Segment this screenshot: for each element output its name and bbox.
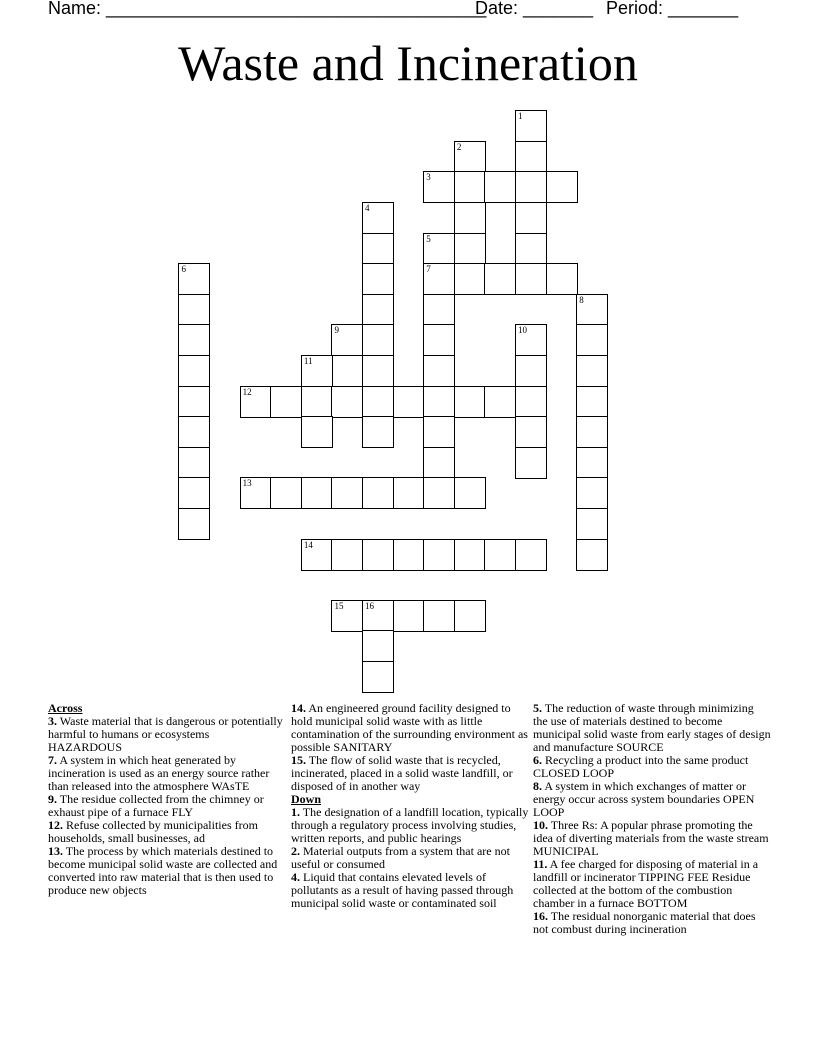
grid-cell[interactable] xyxy=(576,539,608,571)
grid-cell[interactable] xyxy=(454,202,486,234)
clue xyxy=(533,780,771,819)
grid-cell[interactable] xyxy=(362,324,394,356)
clue-text: A system in which heat generated by incineration is used as an energy source rather than released into the atmosphere WAsTE xyxy=(48,753,270,793)
grid-cell[interactable] xyxy=(178,355,210,387)
grid-cell[interactable] xyxy=(393,386,425,418)
clue xyxy=(291,754,529,793)
clue-number: 10. xyxy=(533,818,548,832)
clue-text: Liquid that contains elevated levels of pollutants as a result of having passed through municipal solid waste or contaminated soil xyxy=(291,870,514,910)
grid-cell[interactable] xyxy=(515,110,547,142)
grid-cell[interactable] xyxy=(515,539,547,571)
grid-cell[interactable] xyxy=(546,171,578,203)
grid-cell[interactable] xyxy=(270,477,302,509)
clue-section-heading: Down xyxy=(291,792,322,806)
cell-number: 8 xyxy=(579,294,584,305)
grid-cell[interactable] xyxy=(515,171,547,203)
grid-cell[interactable] xyxy=(576,324,608,356)
grid-cell[interactable] xyxy=(454,263,486,295)
clue-number: 4. xyxy=(291,870,300,884)
date-label: Date: _______ xyxy=(475,0,594,18)
clue-text: A fee charged for disposing of material in a landfill or incinerator TIPPING FEE Residue collected at the bottom of the combustion chamber in a furnace BOTTOM xyxy=(533,857,759,910)
grid-cell[interactable] xyxy=(423,294,455,326)
grid-cell[interactable] xyxy=(576,416,608,448)
grid-cell[interactable] xyxy=(362,294,394,326)
clue-number: 12. xyxy=(48,818,63,832)
grid-cell[interactable] xyxy=(178,294,210,326)
grid-cell[interactable] xyxy=(331,324,363,356)
clue xyxy=(291,806,529,845)
clue xyxy=(48,754,286,793)
grid-cell[interactable] xyxy=(362,661,394,693)
cell-number: 6 xyxy=(181,264,186,275)
grid-cell[interactable] xyxy=(270,386,302,418)
grid-cell[interactable] xyxy=(423,324,455,356)
name-label: Name: ______________________________________ xyxy=(48,0,487,18)
clue-text: An engineered ground facility designed to hold municipal solid waste with as little contamination of the surrounding environment as possible SANITARY xyxy=(291,701,528,754)
grid-cell[interactable] xyxy=(178,416,210,448)
grid-cell[interactable] xyxy=(423,600,455,632)
grid-cell[interactable] xyxy=(484,539,516,571)
clue-number: 14. xyxy=(291,701,306,715)
grid-cell[interactable] xyxy=(484,386,516,418)
cell-number: 16 xyxy=(365,600,375,611)
cell-number: 1 xyxy=(518,111,523,122)
cell-number: 12 xyxy=(242,386,252,397)
grid-cell[interactable] xyxy=(423,539,455,571)
clue xyxy=(533,858,771,910)
grid-cell[interactable] xyxy=(178,324,210,356)
grid-cell[interactable] xyxy=(178,477,210,509)
grid-cell[interactable] xyxy=(423,263,455,295)
cell-number: 7 xyxy=(426,264,431,275)
grid-cell[interactable] xyxy=(484,171,516,203)
clue-text: The reduction of waste through minimizing the use of materials destined to become municipal solid waste from early stages of design and manufacture SOURCE xyxy=(533,701,771,754)
clue-section-heading: Across xyxy=(48,701,83,715)
clue-text: A system in which exchanges of matter or energy occur across system boundaries OPEN LOOP xyxy=(533,779,755,819)
clue-number: 7. xyxy=(48,753,57,767)
period-label: Period: _______ xyxy=(606,0,739,18)
clue xyxy=(533,819,771,858)
clue-column-2 xyxy=(291,702,529,910)
clue-text: The residual nonorganic material that does not combust during incineration xyxy=(533,909,756,936)
grid-cell[interactable] xyxy=(362,386,394,418)
grid-cell[interactable] xyxy=(454,386,486,418)
grid-cell[interactable] xyxy=(515,263,547,295)
grid-cell[interactable] xyxy=(423,416,455,448)
grid-cell[interactable] xyxy=(331,539,363,571)
cell-number: 10 xyxy=(518,325,528,336)
grid-cell[interactable] xyxy=(362,263,394,295)
grid-cell[interactable] xyxy=(301,355,333,387)
grid-cell[interactable] xyxy=(178,508,210,540)
cell-number: 13 xyxy=(242,478,252,489)
cell-number: 14 xyxy=(303,539,313,550)
grid-cell[interactable] xyxy=(546,263,578,295)
clue xyxy=(48,845,286,897)
clue-number: 8. xyxy=(533,779,542,793)
grid-cell[interactable] xyxy=(393,600,425,632)
grid-cell[interactable] xyxy=(331,600,363,632)
grid-cell[interactable] xyxy=(301,416,333,448)
grid-cell[interactable] xyxy=(576,355,608,387)
clue xyxy=(291,702,529,754)
grid-cell[interactable] xyxy=(515,324,547,356)
clue-number: 16. xyxy=(533,909,548,923)
clue-text: Waste material that is dangerous or potentially harmful to humans or ecosystems HAZARDOUS xyxy=(48,714,283,754)
grid-cell[interactable] xyxy=(423,171,455,203)
grid-cell[interactable] xyxy=(362,202,394,234)
clue-number: 5. xyxy=(533,701,542,715)
grid-cell[interactable] xyxy=(454,600,486,632)
grid-cell[interactable] xyxy=(301,477,333,509)
grid-cell[interactable] xyxy=(362,477,394,509)
grid-cell[interactable] xyxy=(240,477,272,509)
clue-number: 13. xyxy=(48,844,63,858)
clue-number: 6. xyxy=(533,753,542,767)
grid-cell[interactable] xyxy=(331,477,363,509)
grid-cell[interactable] xyxy=(576,447,608,479)
cell-number: 11 xyxy=(303,356,313,367)
clue-text: Three Rs: A popular phrase promoting the idea of diverting materials from the waste stream MUNICIPAL xyxy=(533,818,769,858)
grid-cell[interactable] xyxy=(515,355,547,387)
grid-cell[interactable] xyxy=(423,477,455,509)
grid-cell[interactable] xyxy=(393,477,425,509)
clue xyxy=(291,845,529,871)
grid-cell[interactable] xyxy=(484,263,516,295)
grid-cell[interactable] xyxy=(423,386,455,418)
page-title: Waste and Incineration xyxy=(178,35,638,91)
clue xyxy=(533,702,771,754)
clue xyxy=(48,819,286,845)
grid-cell[interactable] xyxy=(362,416,394,448)
grid-cell[interactable] xyxy=(362,233,394,265)
cell-number: 3 xyxy=(426,172,431,183)
grid-cell[interactable] xyxy=(301,386,333,418)
grid-cell[interactable] xyxy=(178,386,210,418)
grid-cell[interactable] xyxy=(576,477,608,509)
clue-text: Refuse collected by municipalities from households, small businesses, ad xyxy=(48,818,258,845)
grid-cell[interactable] xyxy=(362,600,394,632)
grid-cell[interactable] xyxy=(576,294,608,326)
grid-cell[interactable] xyxy=(178,447,210,479)
grid-cell[interactable] xyxy=(515,416,547,448)
clue xyxy=(48,793,286,819)
clue-text: The flow of solid waste that is recycled, incinerated, placed in a solid waste landfill, or disposed of in another way xyxy=(291,753,513,793)
grid-cell[interactable] xyxy=(515,386,547,418)
clue xyxy=(48,715,286,754)
grid-cell[interactable] xyxy=(362,355,394,387)
cell-number: 9 xyxy=(334,325,339,336)
grid-cell[interactable] xyxy=(362,630,394,662)
grid-cell[interactable] xyxy=(454,477,486,509)
clue-column-1 xyxy=(48,702,286,897)
clue-number: 9. xyxy=(48,792,57,806)
grid-cell[interactable] xyxy=(301,539,333,571)
grid-cell[interactable] xyxy=(454,539,486,571)
cell-number: 15 xyxy=(334,600,344,611)
clue-number: 1. xyxy=(291,805,300,819)
clue-column-3 xyxy=(533,702,771,936)
clue-text: The process by which materials destined to become municipal solid waste are collected and converted into raw material that is then used to produce new objects xyxy=(48,844,278,897)
clue-text: The designation of a landfill location, typically through a regulatory process involving studies, written reports, and public hearings xyxy=(291,805,529,845)
clue-number: 11. xyxy=(533,857,548,871)
clue-text: The residue collected from the chimney or exhaust pipe of a furnace FLY xyxy=(48,792,264,819)
clue xyxy=(533,910,771,936)
grid-cell[interactable] xyxy=(362,539,394,571)
clue-number: 3. xyxy=(48,714,57,728)
grid-cell[interactable] xyxy=(454,141,486,173)
cell-number: 2 xyxy=(456,141,462,152)
grid-cell[interactable] xyxy=(515,447,547,479)
clue-text: Recycling a product into the same product CLOSED LOOP xyxy=(533,753,749,780)
grid-cell[interactable] xyxy=(423,233,455,265)
clue xyxy=(291,871,529,910)
clue-number: 2. xyxy=(291,844,300,858)
cell-number: 4 xyxy=(365,203,370,214)
clue-text: Material outputs from a system that are not useful or consumed xyxy=(291,844,510,871)
grid-cell[interactable] xyxy=(576,508,608,540)
grid-cell[interactable] xyxy=(178,263,210,295)
grid-cell[interactable] xyxy=(454,233,486,265)
grid-cell[interactable] xyxy=(393,539,425,571)
grid-cell[interactable] xyxy=(515,141,547,173)
grid-cell[interactable] xyxy=(423,355,455,387)
grid-cell[interactable] xyxy=(515,233,547,265)
clue xyxy=(533,754,771,780)
grid-cell[interactable] xyxy=(454,171,486,203)
grid-cell[interactable] xyxy=(331,386,363,418)
grid-cell[interactable] xyxy=(423,447,455,479)
grid-cell[interactable] xyxy=(240,386,272,418)
grid-cell[interactable] xyxy=(576,386,608,418)
clue-number: 15. xyxy=(291,753,306,767)
grid-cell[interactable] xyxy=(515,202,547,234)
cell-number: 5 xyxy=(426,233,431,244)
